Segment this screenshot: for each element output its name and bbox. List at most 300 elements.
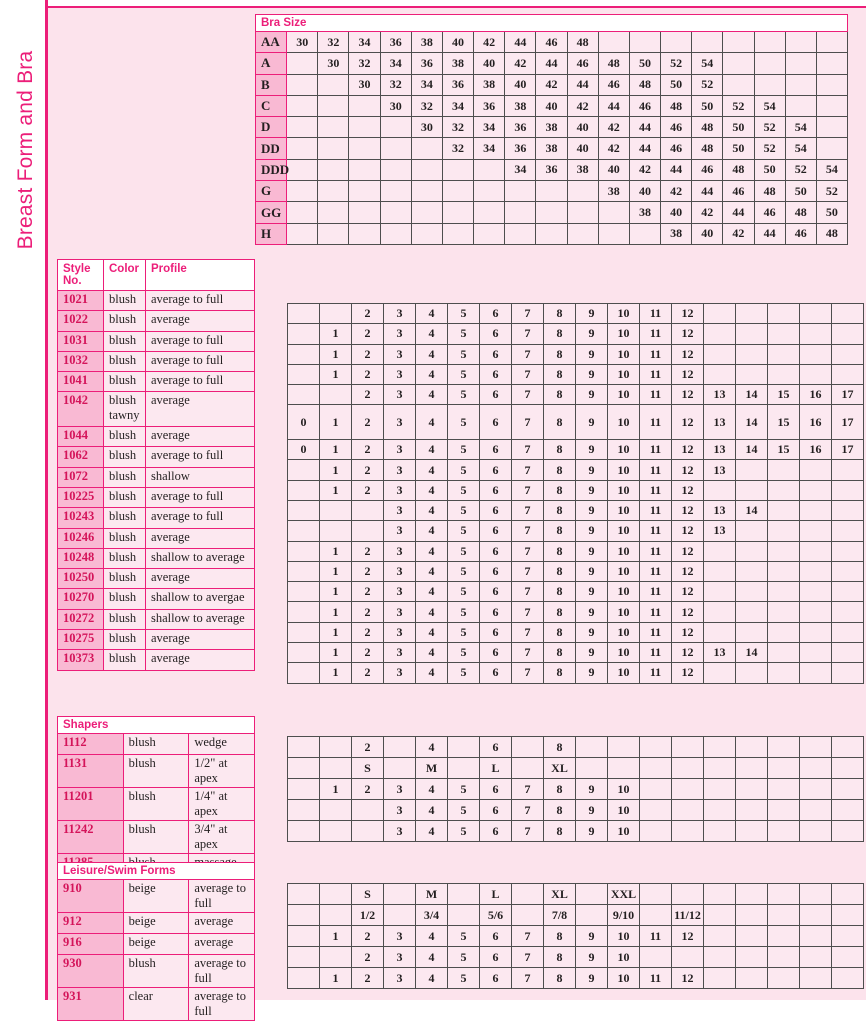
size-grid-cell: 2 bbox=[352, 602, 384, 622]
size-grid-cell: 4 bbox=[416, 521, 448, 541]
size-grid-cell bbox=[768, 926, 800, 947]
bra-size-cell bbox=[474, 223, 505, 244]
size-grid-cell bbox=[704, 926, 736, 947]
size-grid-cell: 7 bbox=[512, 602, 544, 622]
size-grid-row bbox=[288, 779, 864, 800]
bra-size-cell: 50 bbox=[723, 117, 754, 138]
profile-cell: average bbox=[189, 934, 255, 955]
size-grid-cell: 8 bbox=[544, 460, 576, 480]
bra-size-cell bbox=[287, 74, 318, 95]
size-grid-cell: 3/4 bbox=[416, 905, 448, 926]
size-grid-cell: 1 bbox=[320, 602, 352, 622]
size-grid-cell: 8 bbox=[544, 947, 576, 968]
size-grid-cell: 6 bbox=[480, 460, 512, 480]
table-row bbox=[58, 548, 255, 568]
size-grid-cell: 8 bbox=[544, 602, 576, 622]
size-grid-row bbox=[288, 905, 864, 926]
size-grid-cell bbox=[832, 602, 864, 622]
bra-size-cell: 30 bbox=[349, 74, 380, 95]
size-grid-cell bbox=[288, 905, 320, 926]
size-grid-cell bbox=[320, 521, 352, 541]
size-grid-cell: 1 bbox=[320, 480, 352, 500]
size-grid-cell: 5 bbox=[448, 385, 480, 405]
size-grid-cell bbox=[736, 884, 768, 905]
size-grid-cell bbox=[288, 643, 320, 663]
bra-size-cell: 38 bbox=[411, 32, 442, 53]
profile-cell: average to full bbox=[146, 372, 255, 392]
size-grid-cell: 3 bbox=[384, 405, 416, 440]
size-grid-cell bbox=[736, 582, 768, 602]
size-grid-cell bbox=[704, 304, 736, 324]
size-grid-cell bbox=[832, 663, 864, 683]
size-grid-cell bbox=[512, 884, 544, 905]
size-grid-cell bbox=[704, 541, 736, 561]
bra-cup-label: C bbox=[256, 95, 287, 116]
profile-cell: average bbox=[146, 528, 255, 548]
size-grid-cell bbox=[704, 947, 736, 968]
bra-size-cell bbox=[567, 202, 598, 223]
size-grid-row bbox=[288, 521, 864, 541]
size-grid-cell bbox=[288, 737, 320, 758]
bra-size-cell: 50 bbox=[723, 138, 754, 159]
size-grid-cell bbox=[704, 480, 736, 500]
color-cell: blush bbox=[123, 955, 189, 988]
color-cell: blush bbox=[104, 331, 146, 351]
bra-size-cell bbox=[474, 202, 505, 223]
size-grid-cell: 12 bbox=[672, 541, 704, 561]
size-grid-cell bbox=[736, 480, 768, 500]
size-grid-cell: 11 bbox=[640, 622, 672, 642]
size-grid-cell: 9 bbox=[576, 405, 608, 440]
profile-cell: shallow to average bbox=[146, 609, 255, 629]
size-grid-cell bbox=[800, 758, 832, 779]
size-grid-cell: 11 bbox=[640, 480, 672, 500]
size-grid-cell: 10 bbox=[608, 541, 640, 561]
table-row bbox=[58, 880, 255, 913]
size-grid-cell: 9 bbox=[576, 324, 608, 344]
style-no-cell: 1041 bbox=[58, 372, 104, 392]
size-grid-cell bbox=[320, 737, 352, 758]
size-grid-cell: 13 bbox=[704, 500, 736, 520]
size-grid-cell bbox=[768, 364, 800, 384]
bra-size-cell: 46 bbox=[567, 53, 598, 74]
size-grid-cell: 1 bbox=[320, 405, 352, 440]
size-grid-cell bbox=[832, 947, 864, 968]
bra-size-cell bbox=[785, 74, 816, 95]
size-grid-cell: 8 bbox=[544, 500, 576, 520]
size-grid-cell bbox=[768, 643, 800, 663]
size-grid-cell: 4 bbox=[416, 926, 448, 947]
size-grid-cell bbox=[800, 460, 832, 480]
size-grid-cell bbox=[576, 737, 608, 758]
size-grid-cell: 8 bbox=[544, 779, 576, 800]
size-grid-cell: 7 bbox=[512, 779, 544, 800]
section-caption: Shapers bbox=[58, 717, 255, 734]
style-no-cell: 10243 bbox=[58, 508, 104, 528]
size-grid-cell: 8 bbox=[544, 364, 576, 384]
size-grid-cell bbox=[704, 582, 736, 602]
size-grid-cell: 12 bbox=[672, 582, 704, 602]
style-no-cell: 11201 bbox=[58, 788, 124, 821]
style-no-cell: 1022 bbox=[58, 311, 104, 331]
size-grid-cell: 3 bbox=[384, 460, 416, 480]
size-grid-cell: 6 bbox=[480, 561, 512, 581]
size-grid-cell bbox=[832, 582, 864, 602]
table-row bbox=[256, 202, 848, 223]
size-grid-cell: 12 bbox=[672, 364, 704, 384]
color-cell: beige bbox=[123, 880, 189, 913]
color-cell: blush bbox=[123, 734, 189, 755]
size-grid-row bbox=[288, 582, 864, 602]
bra-size-cell: 52 bbox=[785, 159, 816, 180]
size-grid-cell bbox=[288, 344, 320, 364]
bra-size-cell: 42 bbox=[474, 32, 505, 53]
size-grid-cell bbox=[768, 500, 800, 520]
size-grid-cell: 3 bbox=[384, 663, 416, 683]
size-grid-cell: 2 bbox=[352, 460, 384, 480]
color-cell: blush bbox=[104, 447, 146, 467]
bra-size-cell bbox=[723, 53, 754, 74]
size-grid-cell: 1 bbox=[320, 561, 352, 581]
size-grid-cell: 2 bbox=[352, 622, 384, 642]
bra-size-cell: 44 bbox=[598, 95, 629, 116]
size-grid-cell: 5 bbox=[448, 582, 480, 602]
size-grid-cell: 14 bbox=[736, 385, 768, 405]
styleno-header: Style No. bbox=[58, 260, 104, 291]
bra-size-cell: 44 bbox=[754, 223, 785, 244]
size-grid-cell bbox=[768, 905, 800, 926]
size-grid-cell bbox=[320, 905, 352, 926]
size-grid-cell bbox=[800, 582, 832, 602]
size-grid-cell bbox=[736, 460, 768, 480]
size-grid-cell: 3 bbox=[384, 385, 416, 405]
table-row bbox=[58, 351, 255, 371]
profile-cell: average bbox=[146, 569, 255, 589]
bra-size-cell bbox=[785, 53, 816, 74]
bra-size-cell: 44 bbox=[692, 181, 723, 202]
size-grid-cell bbox=[672, 884, 704, 905]
bra-size-cell bbox=[785, 95, 816, 116]
size-grid-cell: 16 bbox=[800, 385, 832, 405]
size-grid-cell: 8 bbox=[544, 622, 576, 642]
size-grid-cell bbox=[832, 561, 864, 581]
size-grid-cell: 9 bbox=[576, 622, 608, 642]
bra-size-cell bbox=[349, 223, 380, 244]
table-row bbox=[58, 650, 255, 670]
size-grid-cell: 7 bbox=[512, 385, 544, 405]
size-grid-cell: 4 bbox=[416, 582, 448, 602]
size-grid-cell: 7 bbox=[512, 968, 544, 989]
bra-size-cell: 38 bbox=[474, 74, 505, 95]
bra-size-cell bbox=[816, 74, 847, 95]
size-grid-cell: 4 bbox=[416, 385, 448, 405]
size-grid-cell bbox=[288, 304, 320, 324]
size-grid-cell: 8 bbox=[544, 800, 576, 821]
size-grid-cell bbox=[736, 602, 768, 622]
size-grid-cell: 12 bbox=[672, 521, 704, 541]
bra-cup-label: DDD bbox=[256, 159, 287, 180]
bra-size-cell: 40 bbox=[567, 117, 598, 138]
style-no-cell: 1044 bbox=[58, 427, 104, 447]
size-grid-cell: 12 bbox=[672, 405, 704, 440]
size-grid-cell: 3 bbox=[384, 779, 416, 800]
size-grid-cell: 9 bbox=[576, 541, 608, 561]
bra-size-cell bbox=[380, 223, 411, 244]
bra-size-cell: 40 bbox=[505, 74, 536, 95]
color-cell: blush bbox=[104, 630, 146, 650]
size-grid-cell bbox=[768, 821, 800, 842]
size-grid-cell bbox=[832, 460, 864, 480]
size-grid-cell bbox=[640, 884, 672, 905]
size-grid-cell bbox=[800, 364, 832, 384]
section-caption-row bbox=[58, 863, 255, 880]
size-grid-cell bbox=[832, 304, 864, 324]
size-grid-cell: 2 bbox=[352, 405, 384, 440]
table-row bbox=[58, 955, 255, 988]
bra-size-caption: Bra Size bbox=[256, 15, 848, 32]
size-grid-cell: 2 bbox=[352, 364, 384, 384]
size-grid-cell: 7 bbox=[512, 304, 544, 324]
color-cell: blush bbox=[104, 467, 146, 487]
size-grid-cell: 14 bbox=[736, 643, 768, 663]
size-grid-cell: 6 bbox=[480, 968, 512, 989]
size-grid-cell: 3 bbox=[384, 521, 416, 541]
style-no-cell: 1062 bbox=[58, 447, 104, 467]
size-grid-cell: 2 bbox=[352, 582, 384, 602]
size-grid-cell: 7 bbox=[512, 440, 544, 460]
bra-size-cell: 40 bbox=[661, 202, 692, 223]
size-grid-cell bbox=[704, 884, 736, 905]
bra-size-cell: 38 bbox=[629, 202, 660, 223]
size-grid-cell: 12 bbox=[672, 440, 704, 460]
size-grid-cell: 10 bbox=[608, 440, 640, 460]
bra-cup-label: AA bbox=[256, 32, 287, 53]
size-grid-cell bbox=[800, 926, 832, 947]
size-grid-cell bbox=[768, 968, 800, 989]
section-caption-row bbox=[58, 717, 255, 734]
size-grid-cell: 6 bbox=[480, 521, 512, 541]
size-grid-cell bbox=[768, 460, 800, 480]
bra-size-cell bbox=[816, 53, 847, 74]
size-grid-cell: 5 bbox=[448, 460, 480, 480]
bra-size-cell bbox=[723, 32, 754, 53]
size-grid-cell: 8 bbox=[544, 541, 576, 561]
bra-size-cell bbox=[411, 181, 442, 202]
bra-size-cell: 46 bbox=[598, 74, 629, 95]
size-grid-cell: 10 bbox=[608, 561, 640, 581]
size-grid-row bbox=[288, 364, 864, 384]
size-grid-cell bbox=[800, 304, 832, 324]
size-grid-cell: 8 bbox=[544, 480, 576, 500]
size-grid-cell bbox=[448, 884, 480, 905]
bra-size-cell: 38 bbox=[536, 138, 567, 159]
bra-size-cell bbox=[287, 223, 318, 244]
size-grid-cell: 7 bbox=[512, 663, 544, 683]
size-grid-cell bbox=[288, 947, 320, 968]
bra-size-cell bbox=[318, 74, 349, 95]
size-grid-cell: 12 bbox=[672, 460, 704, 480]
bra-size-cell: 54 bbox=[692, 53, 723, 74]
size-grid-cell bbox=[800, 500, 832, 520]
size-grid-cell: 3 bbox=[384, 926, 416, 947]
column-header-row bbox=[58, 260, 255, 291]
bra-size-cell: 32 bbox=[442, 117, 473, 138]
bra-size-cell: 48 bbox=[661, 95, 692, 116]
style-no-cell: 10270 bbox=[58, 589, 104, 609]
size-grid-cell: 1 bbox=[320, 926, 352, 947]
style-no-cell: 930 bbox=[58, 955, 124, 988]
size-grid-cell: 15 bbox=[768, 385, 800, 405]
size-grid-row bbox=[288, 622, 864, 642]
size-grid-cell bbox=[768, 758, 800, 779]
size-grid-cell: 4 bbox=[416, 405, 448, 440]
size-grid-cell bbox=[736, 758, 768, 779]
profile-cell: 3/4" at apex bbox=[189, 821, 255, 854]
size-grid-cell: 5 bbox=[448, 480, 480, 500]
size-grid-cell bbox=[800, 602, 832, 622]
size-grid-cell bbox=[288, 364, 320, 384]
size-grid-cell bbox=[768, 622, 800, 642]
bra-size-cell: 44 bbox=[629, 117, 660, 138]
style-no-cell: 10272 bbox=[58, 609, 104, 629]
bra-size-cell bbox=[380, 159, 411, 180]
size-grid-row bbox=[288, 947, 864, 968]
bra-size-table bbox=[255, 14, 848, 245]
size-grid-cell bbox=[384, 884, 416, 905]
size-grid-cell: 4 bbox=[416, 304, 448, 324]
size-grid-cell: 15 bbox=[768, 440, 800, 460]
bra-size-cell: 48 bbox=[785, 202, 816, 223]
size-grid-cell: 2 bbox=[352, 480, 384, 500]
size-grid-cell: 11 bbox=[640, 926, 672, 947]
size-grid-cell: 8 bbox=[544, 926, 576, 947]
size-grid-cell bbox=[320, 500, 352, 520]
bra-size-cell: 46 bbox=[661, 117, 692, 138]
size-grid-cell: 11 bbox=[640, 364, 672, 384]
leisure-swim-size-grid bbox=[287, 883, 864, 989]
size-grid-cell: 16 bbox=[800, 405, 832, 440]
size-grid-row bbox=[288, 324, 864, 344]
color-cell: blush bbox=[104, 487, 146, 507]
size-grid-cell: 11 bbox=[640, 405, 672, 440]
bra-size-cell: 52 bbox=[754, 117, 785, 138]
size-grid-cell bbox=[832, 480, 864, 500]
size-grid-cell: 13 bbox=[704, 521, 736, 541]
style-no-cell: 931 bbox=[58, 988, 124, 1021]
size-grid-cell bbox=[736, 663, 768, 683]
size-grid-cell: 13 bbox=[704, 460, 736, 480]
size-grid-cell: 7 bbox=[512, 622, 544, 642]
size-grid-cell: 11 bbox=[640, 541, 672, 561]
size-grid-cell bbox=[288, 968, 320, 989]
size-grid-cell bbox=[704, 821, 736, 842]
size-grid-cell bbox=[800, 344, 832, 364]
size-grid-cell bbox=[672, 821, 704, 842]
bra-size-cell: 44 bbox=[567, 74, 598, 95]
size-grid-cell: 3 bbox=[384, 821, 416, 842]
size-grid-cell bbox=[288, 926, 320, 947]
size-grid-cell bbox=[384, 737, 416, 758]
size-grid-cell: 1 bbox=[320, 968, 352, 989]
bra-size-cell: 46 bbox=[785, 223, 816, 244]
size-grid-cell: 4 bbox=[416, 561, 448, 581]
size-grid-cell: 1 bbox=[320, 440, 352, 460]
bra-size-cell bbox=[287, 117, 318, 138]
size-grid-cell: 9 bbox=[576, 480, 608, 500]
bra-size-cell: 44 bbox=[723, 202, 754, 223]
bra-size-cell bbox=[287, 202, 318, 223]
bra-size-cell bbox=[474, 181, 505, 202]
bra-size-cell: 34 bbox=[380, 53, 411, 74]
bra-size-cell bbox=[754, 74, 785, 95]
size-grid-cell bbox=[640, 800, 672, 821]
size-grid-cell bbox=[320, 758, 352, 779]
size-grid-cell: 5 bbox=[448, 800, 480, 821]
bra-size-cell bbox=[411, 223, 442, 244]
color-cell: blush bbox=[104, 311, 146, 331]
bra-size-cell: 48 bbox=[816, 223, 847, 244]
bra-size-cell bbox=[318, 202, 349, 223]
bra-size-cell bbox=[754, 32, 785, 53]
bra-size-cell bbox=[505, 223, 536, 244]
style-no-cell: 10225 bbox=[58, 487, 104, 507]
size-grid-cell: 4 bbox=[416, 737, 448, 758]
profile-cell: shallow to avergae bbox=[146, 589, 255, 609]
bra-size-cell: 44 bbox=[629, 138, 660, 159]
size-grid-cell bbox=[736, 905, 768, 926]
size-grid-cell bbox=[800, 884, 832, 905]
size-grid-cell: 11 bbox=[640, 440, 672, 460]
size-grid-cell bbox=[288, 821, 320, 842]
size-grid-cell bbox=[288, 460, 320, 480]
size-grid-cell: XL bbox=[544, 884, 576, 905]
size-grid-cell bbox=[704, 800, 736, 821]
bra-size-caption-row bbox=[256, 15, 848, 32]
size-grid-cell: 2 bbox=[352, 968, 384, 989]
table-row bbox=[58, 467, 255, 487]
size-grid-cell bbox=[576, 884, 608, 905]
bra-size-cell: 40 bbox=[536, 95, 567, 116]
size-grid-cell: 5 bbox=[448, 561, 480, 581]
bra-size-cell bbox=[536, 202, 567, 223]
profile-cell: average to full bbox=[146, 487, 255, 507]
size-grid-cell: L bbox=[480, 758, 512, 779]
size-grid-row bbox=[288, 800, 864, 821]
size-grid-cell: 11 bbox=[640, 460, 672, 480]
bra-size-cell bbox=[723, 74, 754, 95]
size-grid-cell bbox=[640, 737, 672, 758]
size-grid-cell: 2 bbox=[352, 304, 384, 324]
size-grid-cell: 4 bbox=[416, 779, 448, 800]
size-grid-cell bbox=[800, 947, 832, 968]
size-grid-cell: 5 bbox=[448, 304, 480, 324]
bra-size-cell bbox=[411, 202, 442, 223]
size-grid-cell: 11 bbox=[640, 324, 672, 344]
size-grid-cell: 7 bbox=[512, 643, 544, 663]
size-grid-cell bbox=[704, 622, 736, 642]
bra-size-cell: 42 bbox=[629, 159, 660, 180]
size-grid-cell bbox=[736, 821, 768, 842]
bra-size-cell: 42 bbox=[536, 74, 567, 95]
bra-size-cell bbox=[442, 223, 473, 244]
size-grid-cell bbox=[832, 643, 864, 663]
bra-size-cell: 46 bbox=[754, 202, 785, 223]
size-grid-row bbox=[288, 968, 864, 989]
size-grid-cell: 11 bbox=[640, 344, 672, 364]
color-cell: blush bbox=[104, 351, 146, 371]
bra-size-cell: 32 bbox=[411, 95, 442, 116]
size-grid-cell bbox=[288, 324, 320, 344]
